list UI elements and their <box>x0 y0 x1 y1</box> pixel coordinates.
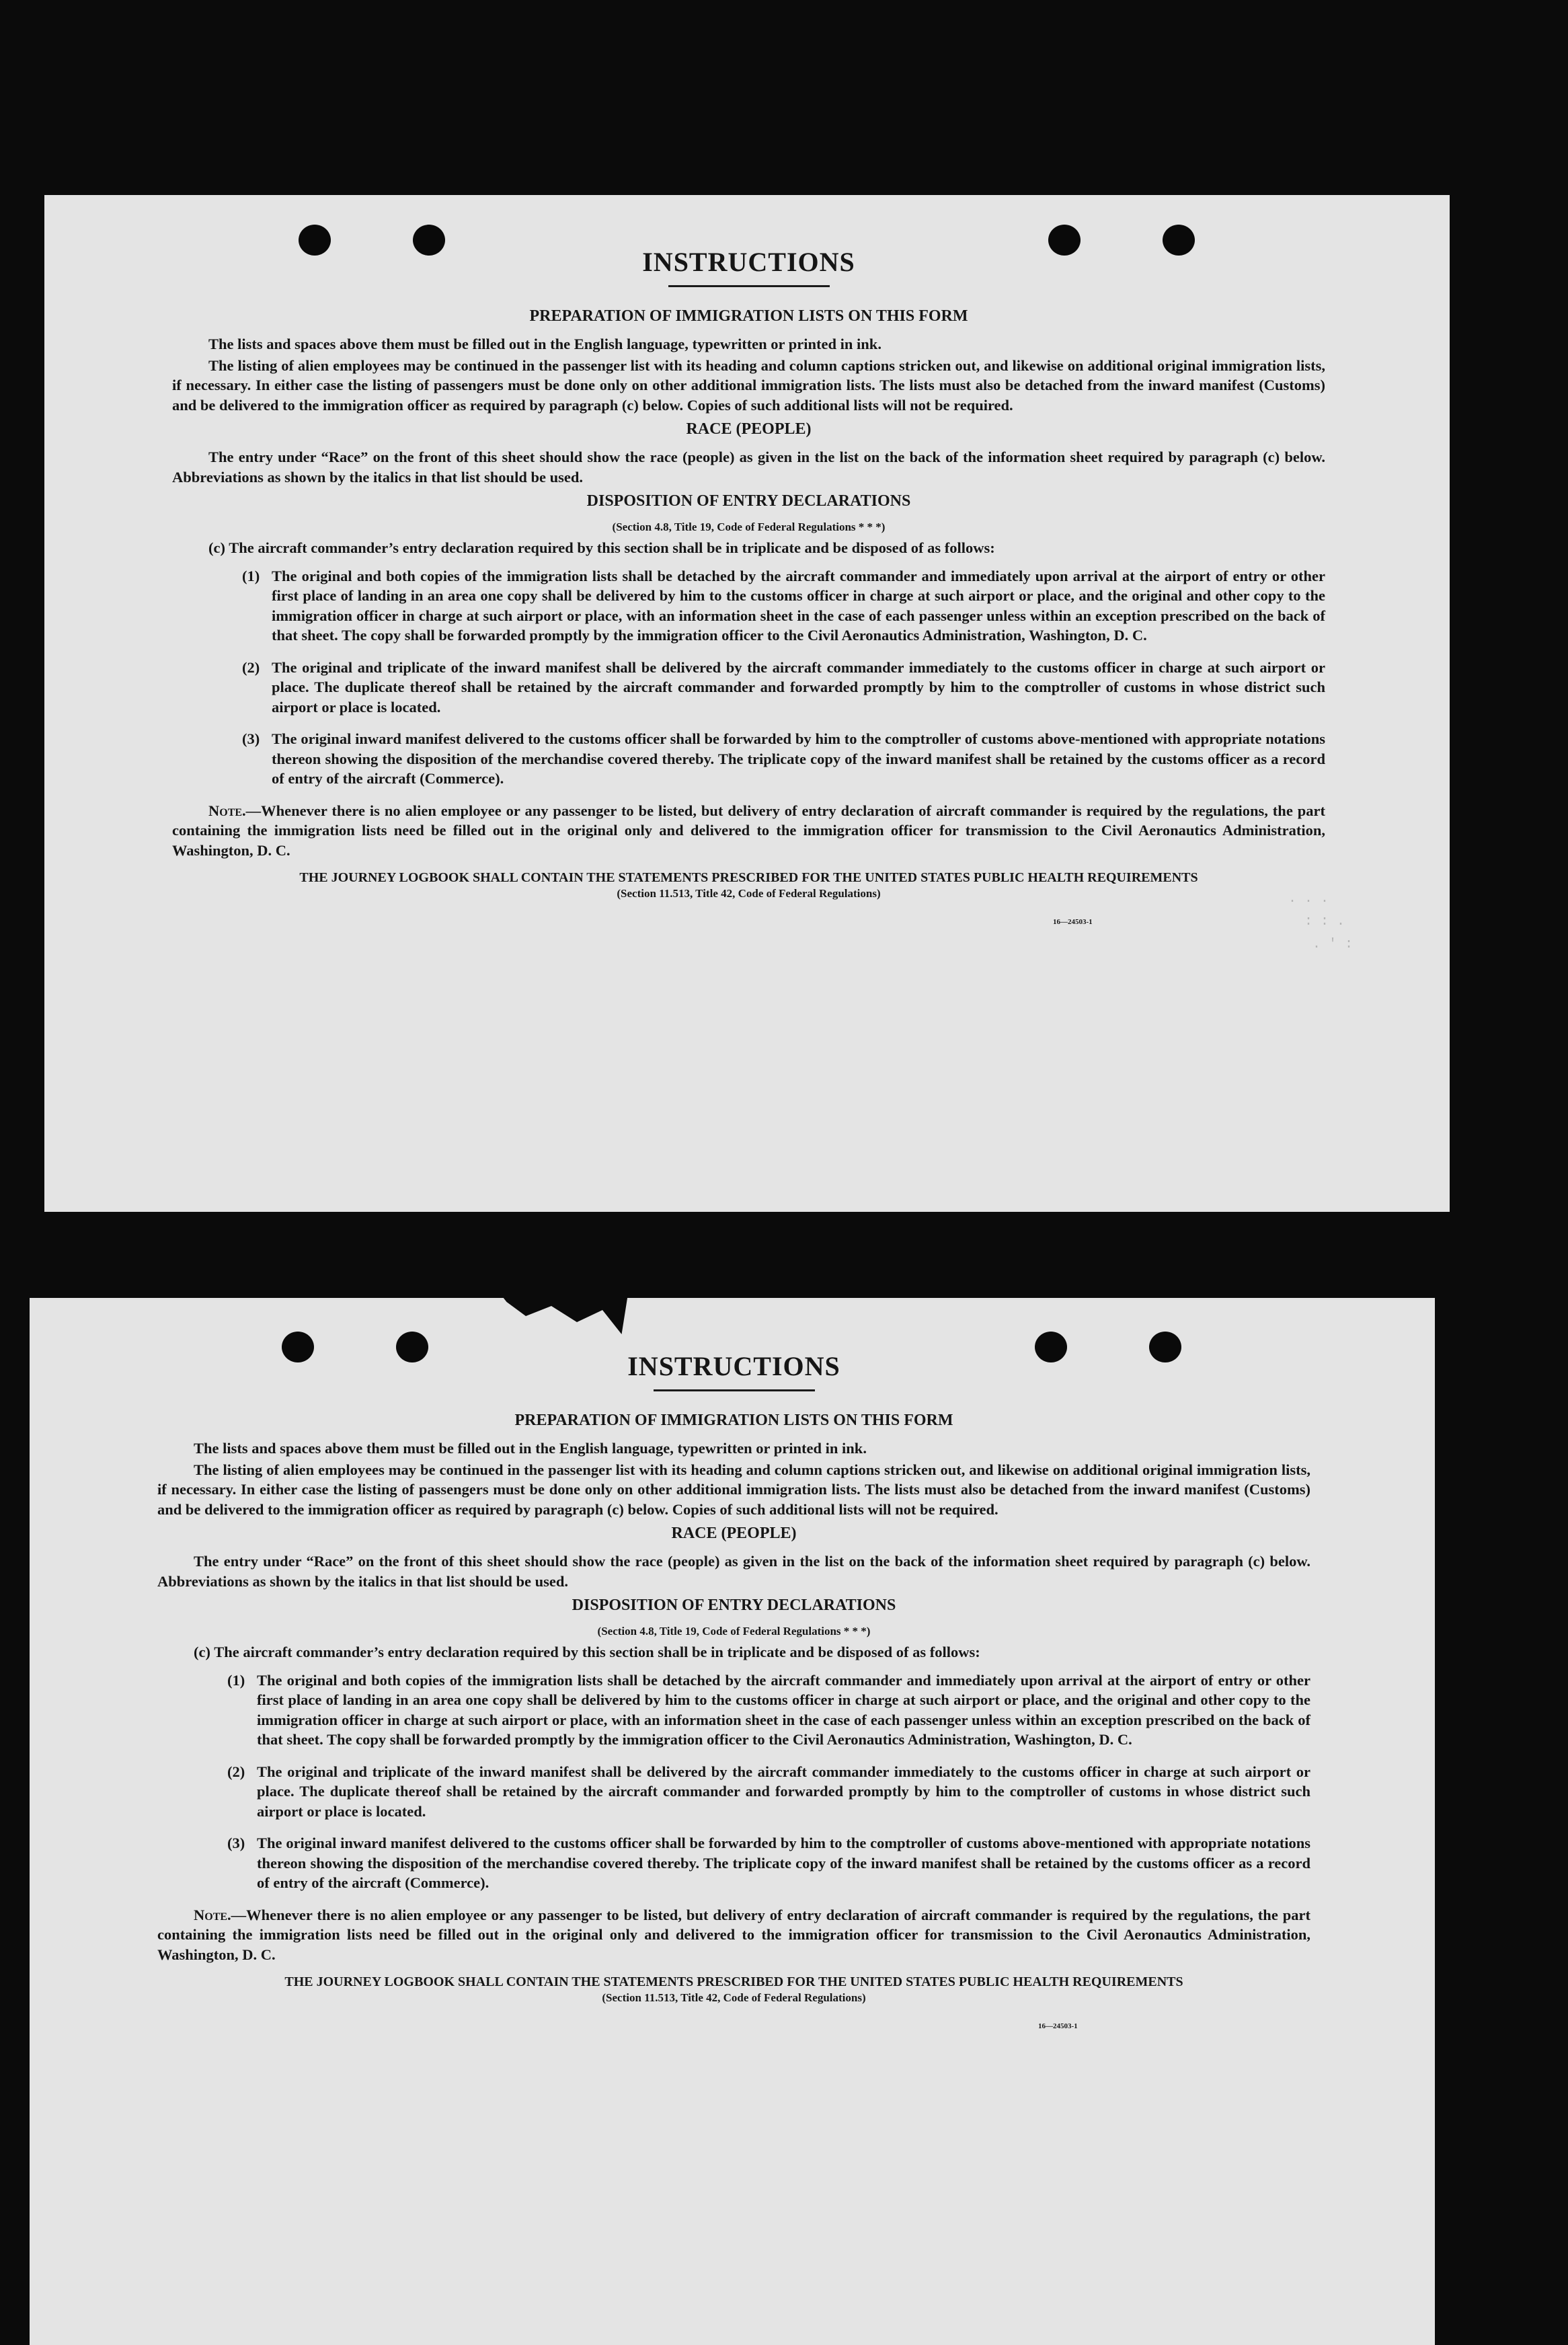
list-item-number: (1) <box>227 1671 245 1689</box>
paragraph: The lists and spaces above them must be filled out in the English language, typewritten or printed in ink. <box>208 336 881 352</box>
bleed-through-text: . . . : : . . ' : <box>1288 891 1354 952</box>
note-text: —Whenever there is no alien employee or any passenger to be listed, but delivery of entry declaration of aircraft commander is required by the regulations, the part containing the immigration lists need be filled out in the original only and delivered to the immigration officer for transmission to the Civil Aeronautics Administration, Washington, D. C. <box>157 1906 1310 1963</box>
footer-statement: THE JOURNEY LOGBOOK SHALL CONTAIN THE STATEMENTS PRESCRIBED FOR THE UNITED STATES PUBLIC HEALTH REQUIREMENTS <box>284 1974 1183 1989</box>
list-item-text: The original inward manifest delivered to the customs officer shall be forwarded by him to the comptroller of customs above-mentioned with appropriate notations thereon showing the disposition of the merchandise covered thereby. The triplicate copy of the inward manifest shall be retained by the customs officer as a record of entry of the aircraft (Commerce). <box>257 1835 1310 1891</box>
list-item <box>227 1833 1310 1893</box>
list-item-number: (2) <box>242 658 260 676</box>
title-rule <box>668 285 830 287</box>
section-heading-race: RACE (PEOPLE) <box>671 1525 797 1542</box>
page-title: INSTRUCTIONS <box>627 1351 840 1381</box>
section-heading-race: RACE (PEOPLE) <box>686 420 812 438</box>
list-item <box>227 1670 1310 1750</box>
footer-citation: (Section 11.513, Title 42, Code of Federal Regulations) <box>602 1991 866 2004</box>
form-number: 16—24503-1 <box>1038 2022 1078 2030</box>
note-label: Note. <box>194 1906 231 1923</box>
paragraph: The listing of alien employees may be continued in the passenger list with its heading and column captions stricken out, and likewise on additional original immigration lists, if necessary. In either case the listing of passengers must be done only on other additional immigration lists. The lists must also be detached from the inward manifest (Customs) and be delivered to the immigration officer as required by paragraph (c) below. Copies of such additional lists will not be required. <box>172 356 1325 414</box>
paragraph: The entry under “Race” on the front of this sheet should show the race (people) as given in the list on the back of the information sheet required by paragraph (c) below. Abbreviations as shown by the italics in that list should be used. <box>172 449 1325 486</box>
footer-citation: (Section 11.513, Title 42, Code of Federal Regulations) <box>617 887 881 900</box>
paragraph: (c) The aircraft commander’s entry declaration required by this section shall be in triplicate and be disposed of as follows: <box>208 539 995 556</box>
regulation-citation: (Section 4.8, Title 19, Code of Federal Regulations * * *) <box>612 521 886 533</box>
footer-statement: THE JOURNEY LOGBOOK SHALL CONTAIN THE STATEMENTS PRESCRIBED FOR THE UNITED STATES PUBLIC HEALTH REQUIREMENTS <box>299 870 1198 885</box>
page-title: INSTRUCTIONS <box>642 247 855 277</box>
list-item-text: The original and both copies of the immigration lists shall be detached by the aircraft commander and immediately upon arrival at the airport of entry or other first place of landing in an area one copy shall be delivered by him to the customs officer in charge at such airport or place, and the original and other copy to the immigration officer in charge at such airport or place, with an information sheet in the case of each passenger unless within an exception prescribed on the back of that sheet. The copy shall be forwarded promptly by the immigration officer to the Civil Aeronautics Administration, Washington, D. C. <box>257 1671 1310 1748</box>
section-heading-disposition: DISPOSITION OF ENTRY DECLARATIONS <box>586 492 911 510</box>
regulation-citation: (Section 4.8, Title 19, Code of Federal Regulations * * *) <box>597 1625 871 1638</box>
section-heading-preparation: PREPARATION OF IMMIGRATION LISTS ON THIS FORM <box>529 307 968 325</box>
torn-edge <box>500 1294 628 1334</box>
list-item <box>242 729 1325 789</box>
list-item-text: The original and triplicate of the inward manifest shall be delivered by the aircraft commander immediately to the customs officer in charge at such airport or place. The duplicate thereof shall be retained by the aircraft commander and forwarded promptly by him to the comptroller of customs in whose district such airport or place is located. <box>257 1763 1310 1820</box>
list-item-number: (3) <box>242 730 260 747</box>
form-number: 16—24503-1 <box>1053 918 1093 926</box>
paragraph: The listing of alien employees may be continued in the passenger list with its heading and column captions stricken out, and likewise on additional original immigration lists, if necessary. In either case the listing of passengers must be done only on other additional immigration lists. The lists must also be detached from the inward manifest (Customs) and be delivered to the immigration officer as required by paragraph (c) below. Copies of such additional lists will not be required. <box>157 1461 1310 1518</box>
list-item-number: (1) <box>242 567 260 584</box>
list-item-number: (3) <box>227 1835 245 1851</box>
note-label: Note. <box>208 802 246 819</box>
list-item <box>227 1762 1310 1822</box>
paragraph: The lists and spaces above them must be filled out in the English language, typewritten or printed in ink. <box>194 1440 867 1457</box>
list-item <box>242 566 1325 646</box>
title-rule <box>654 1389 815 1391</box>
paragraph: (c) The aircraft commander’s entry declaration required by this section shall be in triplicate and be disposed of as follows: <box>194 1644 980 1660</box>
list-item-number: (2) <box>227 1763 245 1780</box>
instruction-sheet-bottom <box>30 1298 1435 2345</box>
instruction-sheet-top <box>44 195 1450 1212</box>
section-heading-preparation: PREPARATION OF IMMIGRATION LISTS ON THIS FORM <box>514 1412 953 1429</box>
paragraph: The entry under “Race” on the front of this sheet should show the race (people) as given in the list on the back of the information sheet required by paragraph (c) below. Abbreviations as shown by the italics in that list should be used. <box>157 1553 1310 1590</box>
instructions-body <box>157 1352 1310 2037</box>
note-paragraph <box>172 801 1325 861</box>
instructions-body <box>172 247 1325 933</box>
list-item <box>242 658 1325 718</box>
list-item-text: The original and triplicate of the inward manifest shall be delivered by the aircraft commander immediately to the customs officer in charge at such airport or place. The duplicate thereof shall be retained by the aircraft commander and forwarded promptly by him to the comptroller of customs in whose district such airport or place is located. <box>272 658 1325 716</box>
note-paragraph <box>157 1905 1310 1965</box>
list-item-text: The original and both copies of the immigration lists shall be detached by the aircraft commander and immediately upon arrival at the airport of entry or other first place of landing in an area one copy shall be delivered by him to the customs officer in charge at such airport or place, and the original and other copy to the immigration officer in charge at such airport or place, with an information sheet in the case of each passenger unless within an exception prescribed on the back of that sheet. The copy shall be forwarded promptly by the immigration officer to the Civil Aeronautics Administration, Washington, D. C. <box>272 567 1325 644</box>
section-heading-disposition: DISPOSITION OF ENTRY DECLARATIONS <box>572 1597 896 1614</box>
list-item-text: The original inward manifest delivered to the customs officer shall be forwarded by him to the comptroller of customs above-mentioned with appropriate notations thereon showing the disposition of the merchandise covered thereby. The triplicate copy of the inward manifest shall be retained by the customs officer as a record of entry of the aircraft (Commerce). <box>272 730 1325 787</box>
note-text: —Whenever there is no alien employee or any passenger to be listed, but delivery of entry declaration of aircraft commander is required by the regulations, the part containing the immigration lists need be filled out in the original only and delivered to the immigration officer for transmission to the Civil Aeronautics Administration, Washington, D. C. <box>172 802 1325 859</box>
